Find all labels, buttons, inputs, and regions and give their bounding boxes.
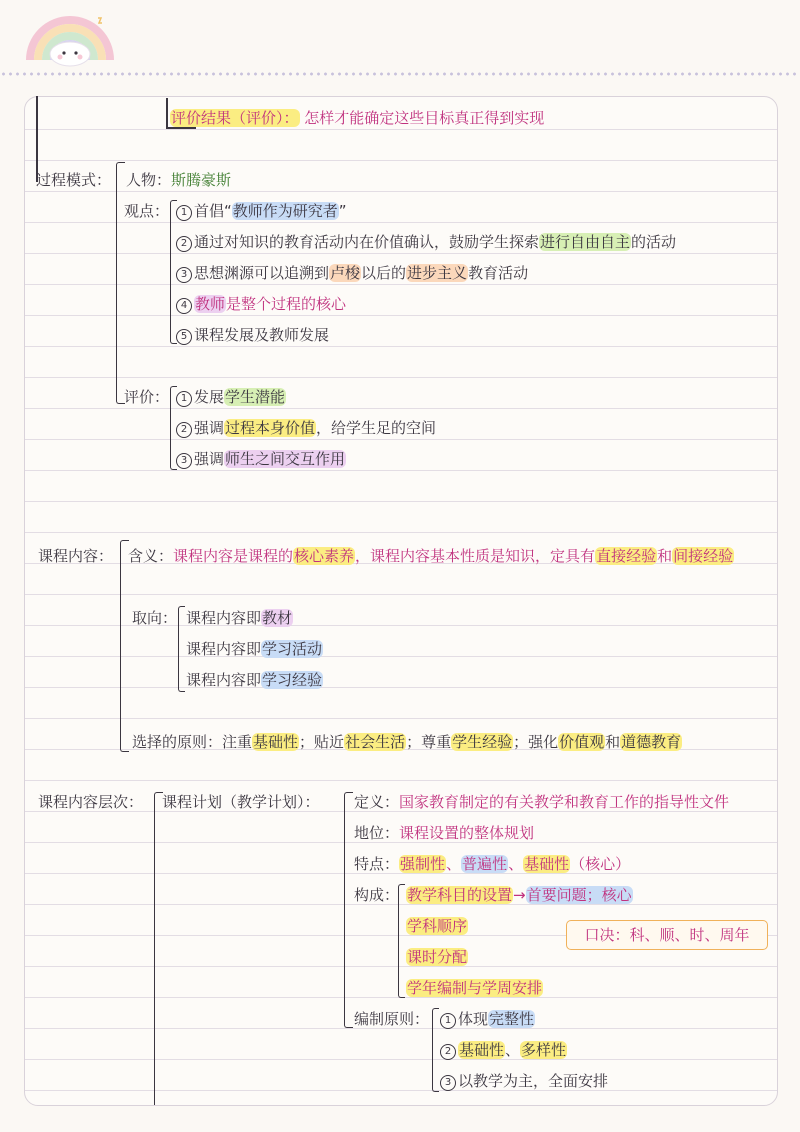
course-content-label: 课程内容： <box>38 547 114 565</box>
views-label: 观点： <box>124 202 170 220</box>
rules-label: 编制原则： <box>354 1010 430 1028</box>
orient-label: 取向： <box>132 609 178 627</box>
orient-item: 课程内容即教材 <box>186 609 293 627</box>
view-item: 2 通过对知识的教育活动内在价值确认，鼓励学生探索进行自由自主的活动 <box>176 232 676 252</box>
view-item: 4 教师是整个过程的核心 <box>176 294 346 314</box>
orient-item: 课程内容即学习经验 <box>186 671 323 689</box>
content-level-label: 课程内容层次： <box>38 793 144 811</box>
comp-item: 课时分配 <box>407 948 468 966</box>
comp-item: 学年编制与学周安排 <box>407 979 543 997</box>
comp-item: 教学科目的设置→首要问题；核心 <box>407 886 632 904</box>
comps-bracket <box>398 884 405 998</box>
eval-result-row <box>170 108 544 128</box>
content-bracket <box>120 540 129 752</box>
eval-item: 2 强调过程本身价值，给学生足的空间 <box>176 418 436 438</box>
rule-item: 1 体现完整性 <box>440 1009 535 1029</box>
level-bracket <box>154 792 163 1105</box>
person-label: 人物： <box>126 171 172 189</box>
rules-bracket <box>432 1008 439 1092</box>
orient-item: 课程内容即学习活动 <box>186 640 323 658</box>
eval-result-head: 评价结果（评价）： <box>171 109 299 127</box>
mnemonic-box: 口决：科、顺、时、周年 <box>566 920 768 950</box>
meaning-row: 含义：课程内容是课程的核心素养，课程内容基本性质是知识，定具有直接经验和间接经验 <box>128 547 734 565</box>
orients-bracket <box>178 606 185 692</box>
def-row: 定义：国家教育制定的有关教学和教育工作的指导性文件 <box>354 793 730 811</box>
comp-label: 构成： <box>354 886 400 904</box>
plan-label: 课程计划（教学计划）： <box>162 793 320 811</box>
principle-row: 选择的原则：注重基础性；贴近社会生活；尊重学生经验；强化价值观和道德教育 <box>132 733 682 751</box>
process-model-label: 过程模式： <box>36 171 112 189</box>
pos-row: 地位：课程设置的整体规划 <box>354 824 535 842</box>
process-bracket <box>116 162 125 404</box>
person-row <box>126 170 231 190</box>
view-item: 5 课程发展及教师发展 <box>176 325 329 345</box>
rule-item: 3 以教学为主，全面安排 <box>440 1071 608 1091</box>
comp-item: 学科顺序 <box>407 917 468 935</box>
evals-label: 评价： <box>124 388 170 406</box>
feat-row: 特点：强制性、普遍性、基础性（核心） <box>354 855 631 873</box>
view-item: 1 首倡“教师作为研究者” <box>176 201 347 221</box>
view-item: 3 思想渊源可以追溯到卢梭以后的进步主义教育活动 <box>176 263 528 283</box>
dotted-divider <box>0 72 800 76</box>
eval-result-text: 怎样才能确定这些目标真正得到实现 <box>304 109 545 127</box>
eval-vertical-line <box>166 98 168 128</box>
eval-item: 3 强调师生之间交互作用 <box>176 449 346 469</box>
person-name: 斯腾豪斯 <box>171 171 232 189</box>
eval-item: 1 发展学生潜能 <box>176 387 286 407</box>
plan-bracket <box>344 792 353 1028</box>
rule-item: 2 基础性、多样性 <box>440 1040 567 1060</box>
rainbow-cloud-icon <box>22 8 118 68</box>
